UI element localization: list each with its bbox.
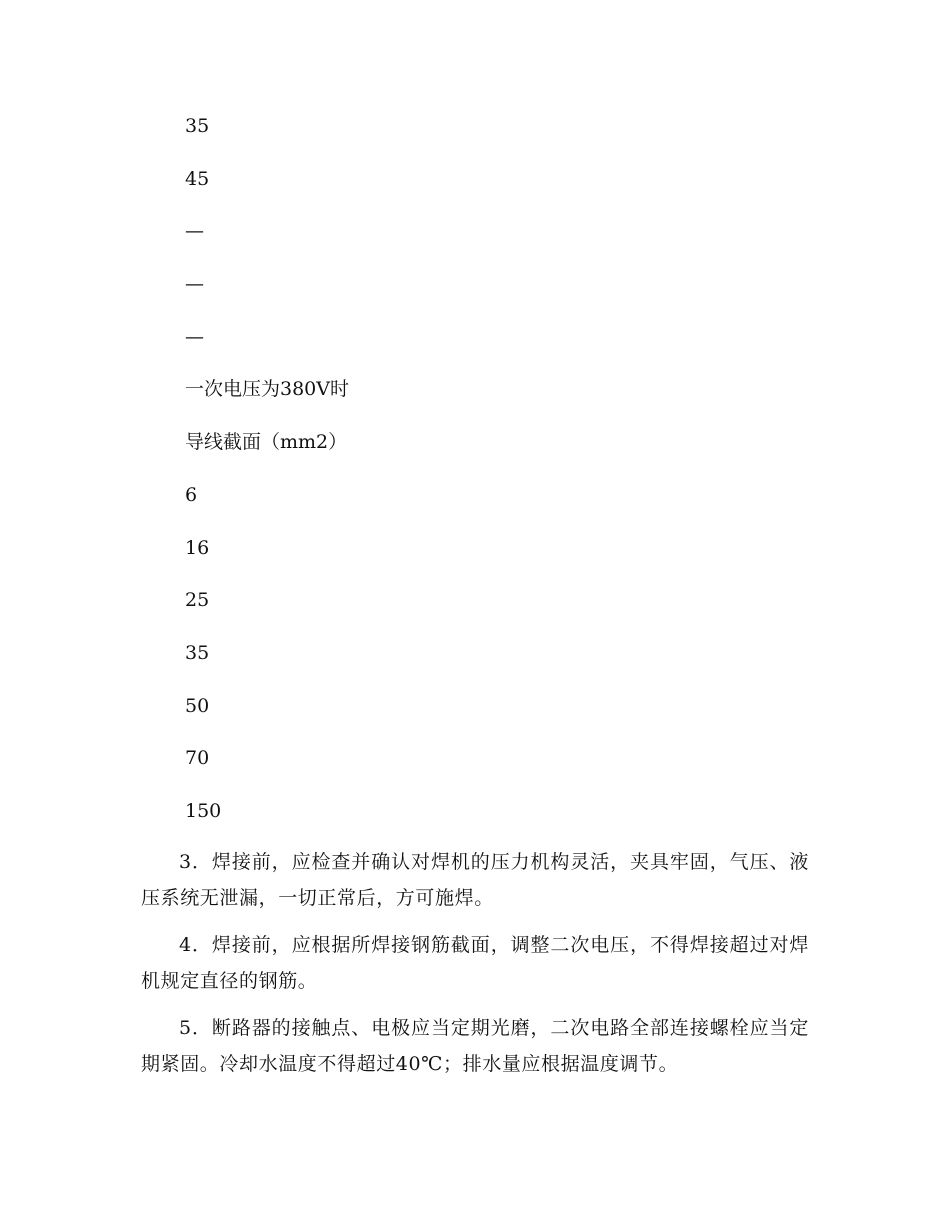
list-item: 导线截面（mm2） bbox=[185, 431, 348, 454]
list-item: 一次电压为380V时 bbox=[185, 378, 349, 401]
paragraph-4: 4．焊接前，应根据所焊接钢筋截面，调整二次电压，不得焊接超过对焊机规定直径的钢筋。 bbox=[141, 934, 809, 992]
list-item: 150 bbox=[185, 799, 222, 822]
list-item: 35 bbox=[185, 115, 210, 137]
body-text bbox=[141, 844, 809, 1093]
list-item: 50 bbox=[185, 694, 210, 717]
list-item: — bbox=[185, 325, 204, 348]
list-item: 70 bbox=[185, 747, 210, 770]
list-item: 16 bbox=[185, 536, 210, 559]
list-item: 25 bbox=[185, 589, 210, 612]
table-cell-list bbox=[185, 108, 349, 846]
list-item: 6 bbox=[185, 483, 198, 506]
paragraph-3: 3．焊接前，应检查并确认对焊机的压力机构灵活，夹具牢固，气压、液压系统无泄漏，一切正常后，方可施焊。 bbox=[141, 851, 809, 909]
list-item: — bbox=[185, 220, 204, 243]
list-item: 35 bbox=[185, 641, 210, 664]
paragraph-5: 5．断路器的接触点、电极应当定期光磨，二次电路全部连接螺栓应当定期紧固。冷却水温度不得超过40℃；排水量应根据温度调节。 bbox=[141, 1017, 809, 1075]
list-item: — bbox=[185, 273, 204, 296]
list-item: 45 bbox=[185, 167, 210, 190]
